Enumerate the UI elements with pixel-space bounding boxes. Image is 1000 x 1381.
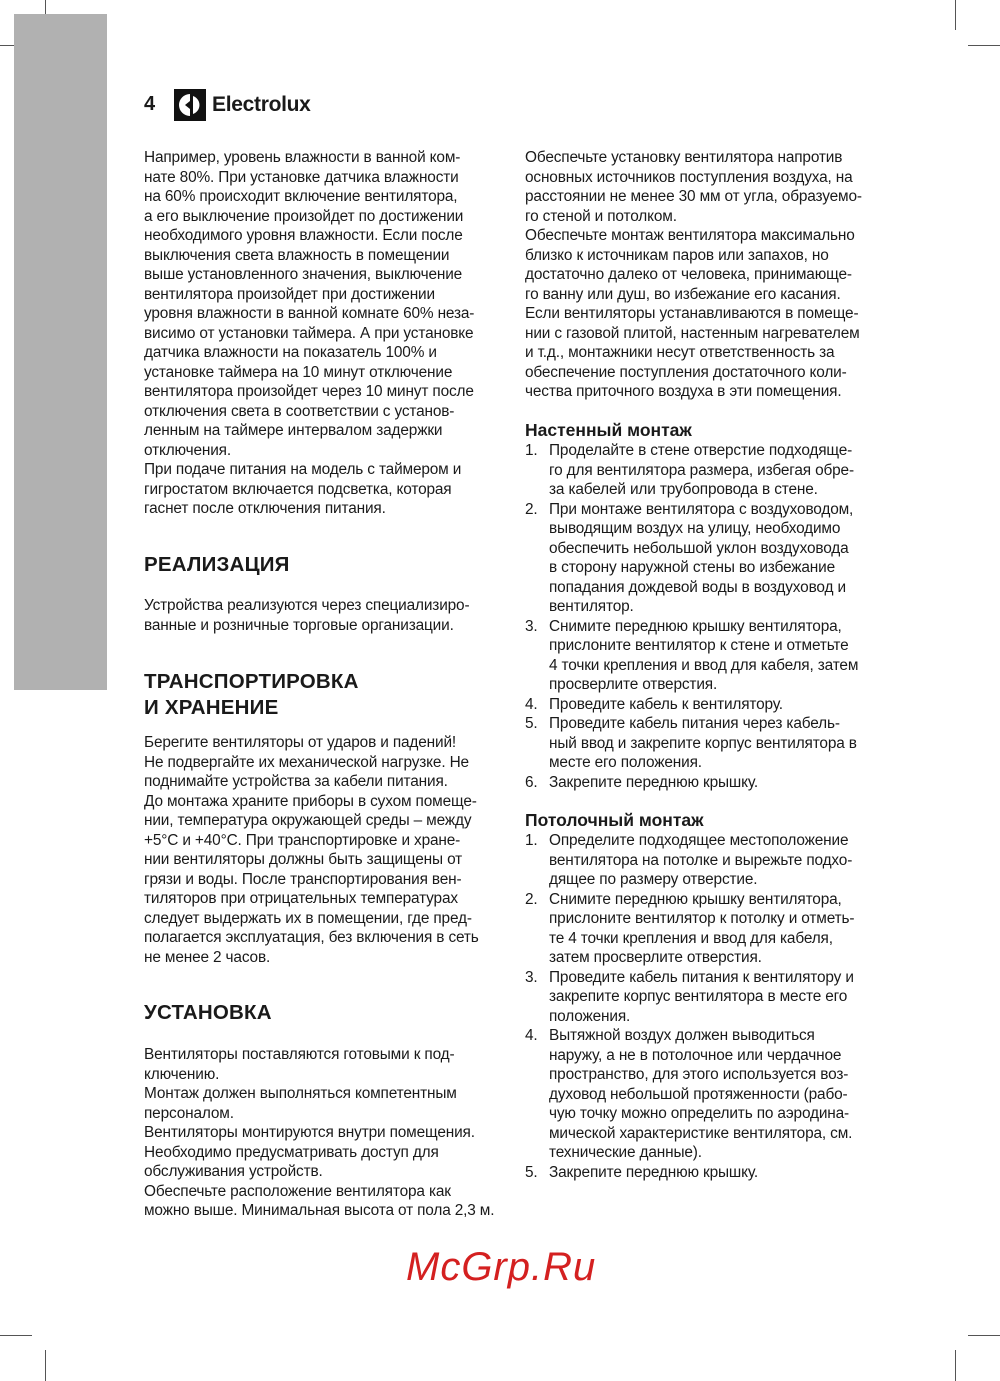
list-item (525, 617, 895, 695)
sale-paragraph: Устройства реализуются через специализиро- ванные и розничные торговые организации. (144, 597, 470, 634)
step-text: Снимите переднюю крышку вентилятора, прислоните вентилятор к стене и отметьте 4 точки крепления и ввод для кабеля, затем просверлите отверстия. (549, 617, 859, 693)
step-number: 2. (525, 500, 538, 518)
step-number: 4. (525, 695, 538, 713)
install-paragraph: Вентиляторы поставляются готовыми к под- ключению. Монтаж должен выполняться компетентным персоналом. Вентиляторы монтируются внутри помещения. Необходимо предусматривать доступ для обслуживания устройств. Обеспечьте расположение вентилятора как можно выше. Минимальная высота от пола 2,3 м. (144, 1046, 495, 1219)
list-item (525, 968, 895, 1027)
page-number: 4 (144, 93, 156, 115)
step-text: Снимите переднюю крышку вентилятора, прислоните вентилятор к потолку и отметь- те 4 точки крепления и ввод для кабеля, затем просверлите отверстия. (549, 890, 855, 966)
step-text: Определите подходящее местоположение вентилятора на потолке и вырежьте подхо- дящее по размеру отверстие. (549, 832, 853, 888)
step-number: 1. (525, 442, 538, 459)
crop-mark (955, 0, 956, 30)
step-text: Закрепите переднюю крышку. (549, 773, 759, 791)
crop-mark (0, 1335, 32, 1336)
step-text: Проделайте в стене отверстие подходяще- го для вентилятора размера, избегая обре- за кабелей или трубопровода в стене. (549, 442, 854, 498)
transport-paragraph: Берегите вентиляторы от ударов и падений! Не подвергайте их механической нагрузке. Не поднимайте устройства за кабели питания. До монтажа храните приборы в сухом помеще- нии, температура окружающей среды – между +5°C и +40°C. При транспортировке и хране- нии вентиляторы должны быть защищены от грязи и воды. После транспортирования вен- тиляторов при отрицательных температурах следует выдержать их в помещении, где пред- полагается эксплуатация, без включения в сеть не менее 2 часов. (144, 734, 479, 966)
list-item (525, 500, 895, 617)
placement-paragraph: Обеспечьте установку вентилятора напротив основных источников поступления воздуха, на расстоянии не менее 30 мм от угла, образуемо- го стеной и потолком. Обеспечьте монтаж вентилятора максимально близко к источникам паров или запахов, но достаточно далеко от человека, принимающе- го ванну или душ, во избежание его касания. Если вентиляторы устанавливаются в помеще- нии с газовой плитой, настенным нагревателем и т.д., монтажники несут ответственность за обеспечение поступления достаточного коли- чества приточного воздуха в эти помещения. (525, 149, 862, 400)
list-item (525, 773, 895, 793)
section-heading-transport: ТРАНСПОРТИРОВКА И ХРАНЕНИЕ (144, 670, 359, 719)
section-heading-install: УСТАНОВКА (144, 1001, 272, 1024)
ceiling-mount-steps (525, 831, 895, 1182)
step-text: Проведите кабель питания к вентилятору и закрепите корпус вентилятора в месте его положения. (549, 968, 854, 1025)
step-text: Проведите кабель к вентилятору. (549, 695, 783, 713)
step-number: 2. (525, 890, 538, 908)
brand-logo (174, 89, 311, 121)
step-number: 4. (525, 1027, 538, 1044)
list-item (525, 1026, 895, 1163)
step-text: Вытяжной воздух должен выводиться наружу, а не в потолочное или чердачное пространство, для этого используется воз- духовод небольшой протяженности (рабо- чую точку можно определить по аэродина- мической характеристике вентилятора, см. технические данные). (549, 1027, 853, 1161)
wall-mount-steps (525, 441, 895, 792)
list-item (525, 695, 895, 715)
step-number: 3. (525, 617, 538, 635)
step-number: 5. (525, 1163, 538, 1181)
list-item (525, 831, 895, 890)
crop-mark (968, 45, 1000, 46)
step-number: 6. (525, 773, 538, 791)
crop-mark (968, 1335, 1000, 1336)
crop-mark (955, 1350, 956, 1381)
list-item (525, 714, 895, 773)
crop-mark (45, 1350, 46, 1381)
step-text: При монтаже вентилятора с воздуховодом, выводящим воздух на улицу, необходимо обеспечить небольшой уклон воздуховода в сторону наружной стены во избежание попадания дождевой воды в воздуховод и вентилятор. (549, 500, 854, 615)
electrolux-logo-icon (174, 89, 206, 121)
step-text: Проведите кабель питания через кабель- ный ввод и закрепите корпус вентилятора в месте его положения. (549, 715, 857, 771)
brand-name: Electrolux (212, 93, 311, 116)
subheading-wall-mount: Настенный монтаж (525, 420, 692, 440)
step-text: Закрепите переднюю крышку. (549, 1163, 759, 1181)
intro-paragraph: Например, уровень влажности в ванной ком- нате 80%. При установке датчика влажности на 60% происходит включение вентилятора, а его выключение произойдет по достижении необходимого уровня влажности. Если после выключения света влажность в помещении выше установленного значения, выключение вентилятора произойдет при достижении уровня влажности в ванной комнате 60% неза- висимо от установки таймера. А при установке датчика влажности на показатель 100% и установке таймера на 10 минут отключение вентилятора произойдет через 10 минут после отключения света в соответствии с установ- ленным на таймере интервалом задержки отключения. При подаче питания на модель с таймером и гигростатом включается подсветка, которая гаснет после отключения питания. (144, 149, 475, 517)
section-heading-sale: РЕАЛИЗАЦИЯ (144, 553, 290, 576)
step-number: 5. (525, 715, 538, 732)
side-tab (14, 14, 107, 690)
list-item (525, 1163, 895, 1183)
subheading-ceiling-mount: Потолочный монтаж (525, 810, 704, 830)
list-item (525, 890, 895, 968)
step-number: 1. (525, 832, 538, 849)
list-item (525, 441, 895, 500)
watermark: McGrp.Ru (406, 1245, 597, 1289)
step-number: 3. (525, 968, 538, 986)
